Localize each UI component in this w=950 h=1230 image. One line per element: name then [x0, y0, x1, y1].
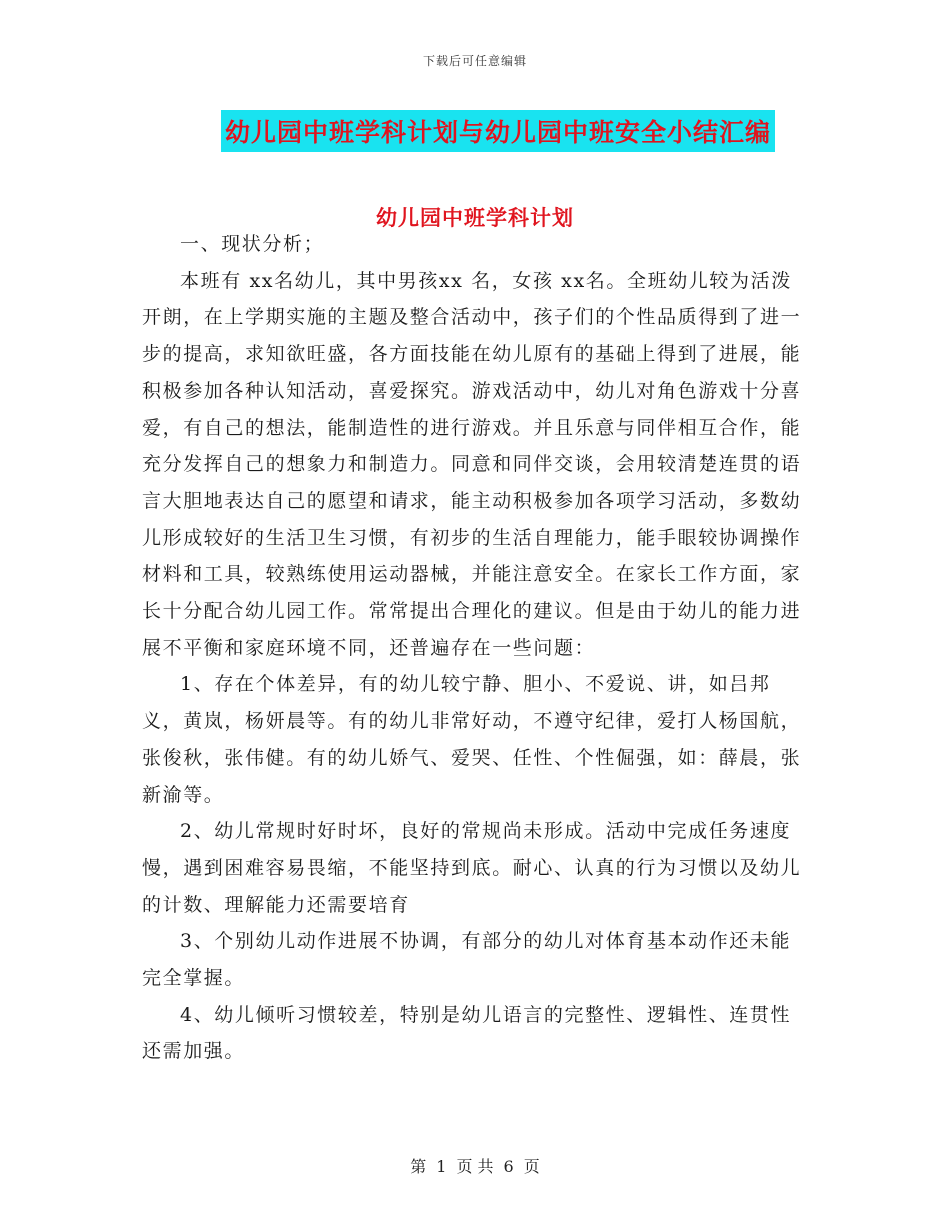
- footer-suffix: 页: [523, 1157, 540, 1176]
- footer-prefix: 第: [410, 1157, 427, 1176]
- header-note: 下载后可任意编辑: [422, 54, 527, 68]
- paragraph-issue-3: 3、个别幼儿动作进展不协调，有部分的幼儿对体育基本动作还未能完全掌握。: [142, 930, 792, 990]
- paragraph-issue-1: 1、存在个体差异，有的幼儿较宁静、胆小、不爱说、讲，如吕邦义，黄岚，杨妍晨等。有的幼儿非常好动，不遵守纪律，爱打人杨国航，张俊秋，张伟健。有的幼儿娇气、爱哭、任性、个性倔强，如：薛晨，张新渝等。: [142, 673, 802, 806]
- page-footer: [0, 1154, 950, 1177]
- paragraph-class-overview: 本班有 xx名幼儿，其中男孩xx 名，女孩 xx名。全班幼儿较为活泼开朗，在上学期实施的主题及整合活动中，孩子们的个性品质得到了进一步的提高，求知欲旺盛，各方面技能在幼儿原有的基础上得到了进展，能积极参加各种认知活动，喜爱探究。游戏活动中，幼儿对角色游戏十分喜爱，有自己的想法，能制造性的进行游戏。并且乐意与同伴相互合作，能充分发挥自己的想象力和制造力。同意和同伴交谈，会用较清楚连贯的语言大胆地表达自己的愿望和请求，能主动积极参加各项学习活动，多数幼儿形成较好的生活卫生习惯，有初步的生活自理能力，能手眼较协调操作材料和工具，较熟练使用运动器械，并能注意安全。在家长工作方面，家长十分配合幼儿园工作。常常提出合理化的建议。但是由于幼儿的能力进展不平衡和家庭环境不同，还普遍存在一些问题：: [142, 269, 802, 659]
- document-title: 幼儿园中班学科计划与幼儿园中班安全小结汇编: [221, 110, 775, 152]
- total-page-count: 6: [503, 1157, 514, 1176]
- current-page-number: 1: [436, 1157, 447, 1176]
- document-title-container: [0, 110, 950, 152]
- section-title: 幼儿园中班学科计划: [376, 205, 574, 230]
- paragraph-issue-2: 2、幼儿常规时好时坏，良好的常规尚未形成。活动中完成任务速度慢，遇到困难容易畏缩，不能坚持到底。耐心、认真的行为习惯以及幼儿的计数、理解能力还需要培育: [142, 820, 802, 916]
- paragraph-issue-4: 4、幼儿倾听习惯较差，特别是幼儿语言的完整性、逻辑性、连贯性还需加强。: [142, 1003, 792, 1063]
- paragraph-heading-analysis: 一、现状分析；: [180, 233, 325, 255]
- footer-middle: 页 共: [456, 1157, 494, 1176]
- document-body: [142, 226, 810, 1070]
